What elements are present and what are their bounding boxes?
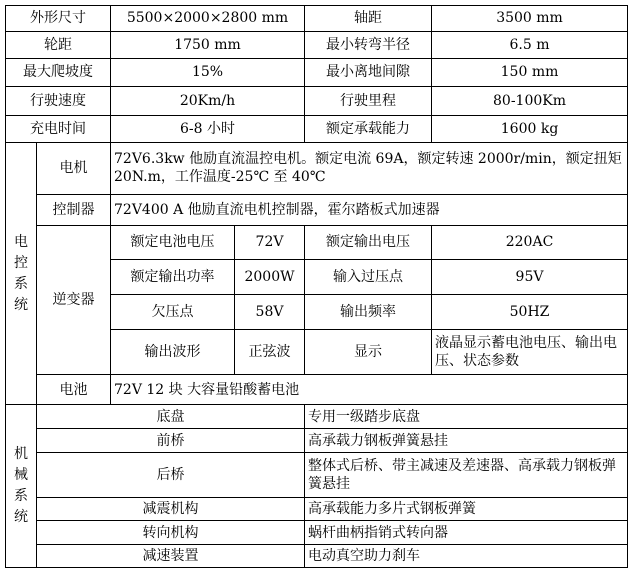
output-frequency-value: 50HZ — [432, 294, 628, 329]
track-value: 1750 mm — [111, 31, 305, 58]
battery-label: 电池 — [37, 375, 111, 405]
spec-row — [6, 6, 628, 32]
rated-load-value: 1600 kg — [432, 115, 628, 142]
electric-section-label: 电控系统 — [6, 142, 37, 405]
inverter-label: 逆变器 — [37, 226, 111, 375]
spec-row — [6, 115, 628, 142]
spec-row — [6, 521, 628, 545]
spec-row — [6, 497, 628, 521]
ground-clearance-label: 最小离地间隙 — [305, 58, 432, 86]
spec-row — [6, 58, 628, 86]
output-frequency-label: 输出频率 — [305, 294, 432, 329]
spec-row — [6, 195, 628, 226]
motor-value: 72V6.3kw 他励直流温控电机。额定电流 69A，额定转速 2000r/min，额定扭矩 20N.m，工作温度-25℃ 至 40℃ — [111, 142, 628, 195]
rated-output-power-label: 额定输出功率 — [111, 259, 235, 294]
spec-row — [6, 453, 628, 498]
dimensions-value: 5500×2000×2800 mm — [111, 6, 305, 32]
rated-battery-voltage-value: 72V — [235, 226, 305, 259]
rated-output-voltage-label: 额定输出电压 — [305, 226, 432, 259]
undervoltage-value: 58V — [235, 294, 305, 329]
turning-radius-value: 6.5 m — [432, 31, 628, 58]
max-gradient-label: 最大爬坡度 — [6, 58, 111, 86]
range-label: 行驶里程 — [305, 86, 432, 115]
wheelbase-value: 3500 mm — [432, 6, 628, 32]
battery-value: 72V 12 块 大容量铅酸蓄电池 — [111, 375, 628, 405]
track-label: 轮距 — [6, 31, 111, 58]
rear-axle-value: 整体式后桥、带主减速及差速器、高承载力钢板弹簧悬挂 — [305, 453, 628, 498]
spec-row — [6, 31, 628, 58]
input-overvoltage-value: 95V — [432, 259, 628, 294]
chassis-label: 底盘 — [37, 405, 305, 429]
speed-label: 行驶速度 — [6, 86, 111, 115]
chassis-value: 专用一级踏步底盘 — [305, 405, 628, 429]
display-label: 显示 — [305, 329, 432, 375]
rated-battery-voltage-label: 额定电池电压 — [111, 226, 235, 259]
rated-output-power-value: 2000W — [235, 259, 305, 294]
suspension-label: 减震机构 — [37, 497, 305, 521]
charge-time-label: 充电时间 — [6, 115, 111, 142]
rated-load-label: 额定承载能力 — [305, 115, 432, 142]
wheelbase-label: 轴距 — [305, 6, 432, 32]
front-axle-label: 前桥 — [37, 429, 305, 453]
input-overvoltage-label: 输入过压点 — [305, 259, 432, 294]
turning-radius-label: 最小转弯半径 — [305, 31, 432, 58]
spec-row — [6, 545, 628, 568]
spec-row — [6, 375, 628, 405]
display-value: 液晶显示蓄电池电压、输出电压、状态参数 — [432, 329, 628, 375]
rear-axle-label: 后桥 — [37, 453, 305, 498]
output-waveform-value: 正弦波 — [235, 329, 305, 375]
mechanical-section-label: 机械系统 — [6, 405, 37, 568]
spec-row — [6, 142, 628, 195]
front-axle-value: 高承载力钢板弹簧悬挂 — [305, 429, 628, 453]
speed-value: 20Km/h — [111, 86, 305, 115]
spec-row — [6, 429, 628, 453]
dimensions-label: 外形尺寸 — [6, 6, 111, 32]
suspension-value: 高承载能力多片式钢板弹簧 — [305, 497, 628, 521]
brake-value: 电动真空助力刹车 — [305, 545, 628, 568]
range-value: 80-100Km — [432, 86, 628, 115]
max-gradient-value: 15% — [111, 58, 305, 86]
steering-label: 转向机构 — [37, 521, 305, 545]
controller-value: 72V400 A 他励直流电机控制器，霍尔踏板式加速器 — [111, 195, 628, 226]
charge-time-value: 6-8 小时 — [111, 115, 305, 142]
spec-row — [6, 86, 628, 115]
output-waveform-label: 输出波形 — [111, 329, 235, 375]
ground-clearance-value: 150 mm — [432, 58, 628, 86]
motor-label: 电机 — [37, 142, 111, 195]
brake-label: 减速装置 — [37, 545, 305, 568]
controller-label: 控制器 — [37, 195, 111, 226]
spec-row — [6, 405, 628, 429]
rated-output-voltage-value: 220AC — [432, 226, 628, 259]
spec-table — [5, 5, 628, 568]
undervoltage-label: 欠压点 — [111, 294, 235, 329]
spec-row — [6, 226, 628, 259]
steering-value: 蜗杆曲柄指销式转向器 — [305, 521, 628, 545]
